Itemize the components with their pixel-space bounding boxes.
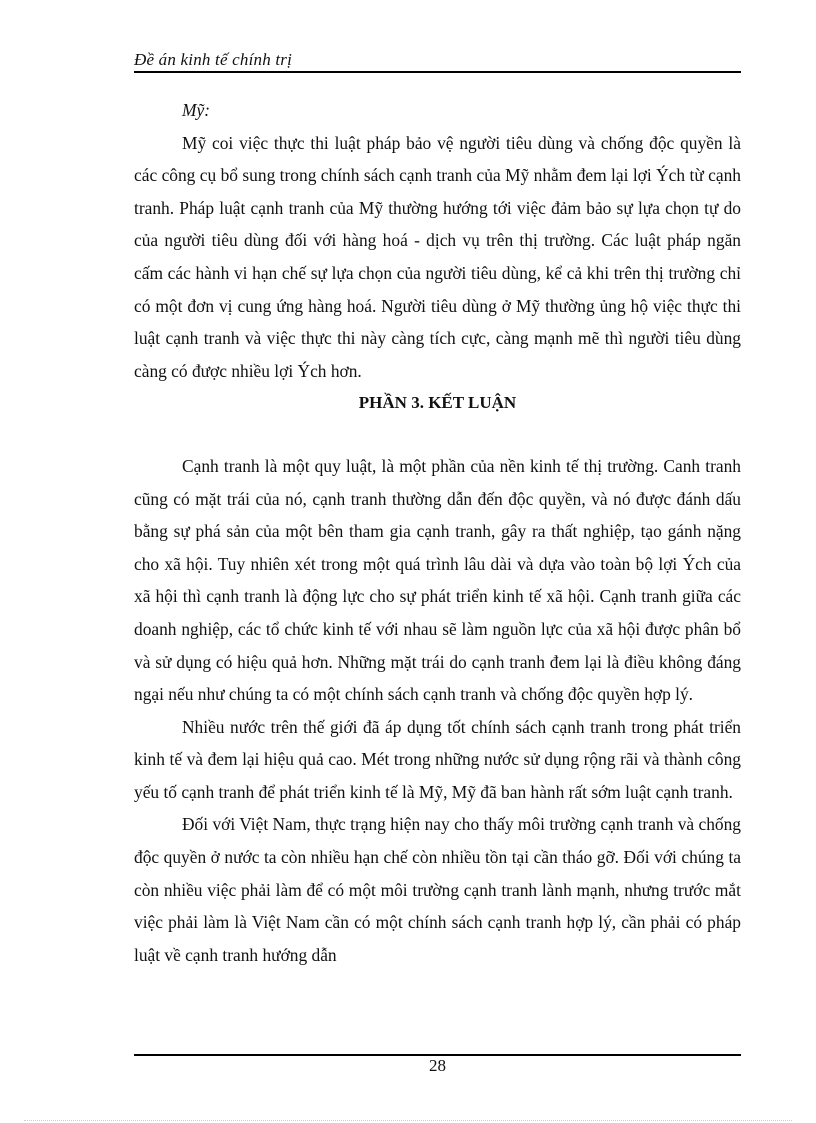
page-body [134, 94, 741, 971]
header-divider [134, 71, 741, 73]
document-header-title: Đề án kinh tế chính trị [134, 50, 293, 69]
page-bottom-edge [24, 1120, 792, 1121]
paragraph-countries-applying: Nhiều nước trên thế giới đã áp dụng tốt chính sách cạnh tranh trong phát triển kinh tế và đem lại hiệu quả cao. Mét trong những nước sử dụng rộng rãi và thành công yếu tố cạnh tranh để phát triển kinh tế là Mỹ, Mỹ đã ban hành rất sớm luật cạnh tranh. [134, 716, 741, 802]
paragraph-competition-law: Cạnh tranh là một quy luật, là một phần của nền kinh tế thị trường. Canh tranh cũng có mặt trái của nó, cạnh tranh thường dẫn đến độc quyền, và nó được đánh dấu bằng sự phá sản của một bên tham gia cạnh tranh, gây ra thất nghiệp, tạo gánh nặng cho xã hội. Tuy nhiên xét trong một quá trình lâu dài và dựa vào toàn bộ lợi Ých của xã hội thì cạnh tranh là động lực cho sự phát triển kinh tế xã hội. Cạnh tranh giữa các doanh nghiệp, các tổ chức kinh tế với nhau sẽ làm nguồn lực của xã hội được phân bổ và sử dụng có hiệu quả hơn. Những mặt trái do cạnh tranh đem lại là điều không đáng ngại nếu như chúng ta có một chính sách cạnh tranh và chống độc quyền hợp lý. [134, 455, 741, 705]
country-label: Mỹ: [182, 100, 210, 120]
paragraph-vietnam: Đối với Việt Nam, thực trạng hiện nay cho thấy môi trường cạnh tranh và chống độc quyền ở nước ta còn nhiều hạn chế còn nhiều tồn tại cần tháo gỡ. Đối với chúng ta còn nhiều việc phải làm để có một môi trường cạnh tranh lành mạnh, nhưng trước mắt việc phải làm là Việt Nam cần có một chính sách cạnh tranh hợp lý, cần phải có pháp luật về cạnh tranh hướng dẫn [134, 814, 741, 965]
page-number: 28 [429, 1056, 446, 1075]
paragraph-usa-consumer-protection: Mỹ coi việc thực thi luật pháp bảo vệ người tiêu dùng và chống độc quyền là các công cụ bổ sung trong chính sách cạnh tranh của Mỹ nhằm đem lại lợi Ých từ cạnh tranh. Pháp luật cạnh tranh của Mỹ thường hướng tới việc đảm bảo sự lựa chọn tự do của người tiêu dùng đối với hàng hoá - dịch vụ trên thị trường. Các luật pháp ngăn cấm các hành vi hạn chế sự lựa chọn của người tiêu dùng, kể cả khi trên thị trường chỉ có một đơn vị cung ứng hàng hoá. Người tiêu dùng ở Mỹ thường ủng hộ việc thực thi luật cạnh tranh và việc thực thi này càng tích cực, càng mạnh mẽ thì người tiêu dùng càng có được nhiều lợi Ých hơn. [134, 132, 741, 381]
section-heading: PHẦN 3. KẾT LUẬN [358, 393, 517, 413]
